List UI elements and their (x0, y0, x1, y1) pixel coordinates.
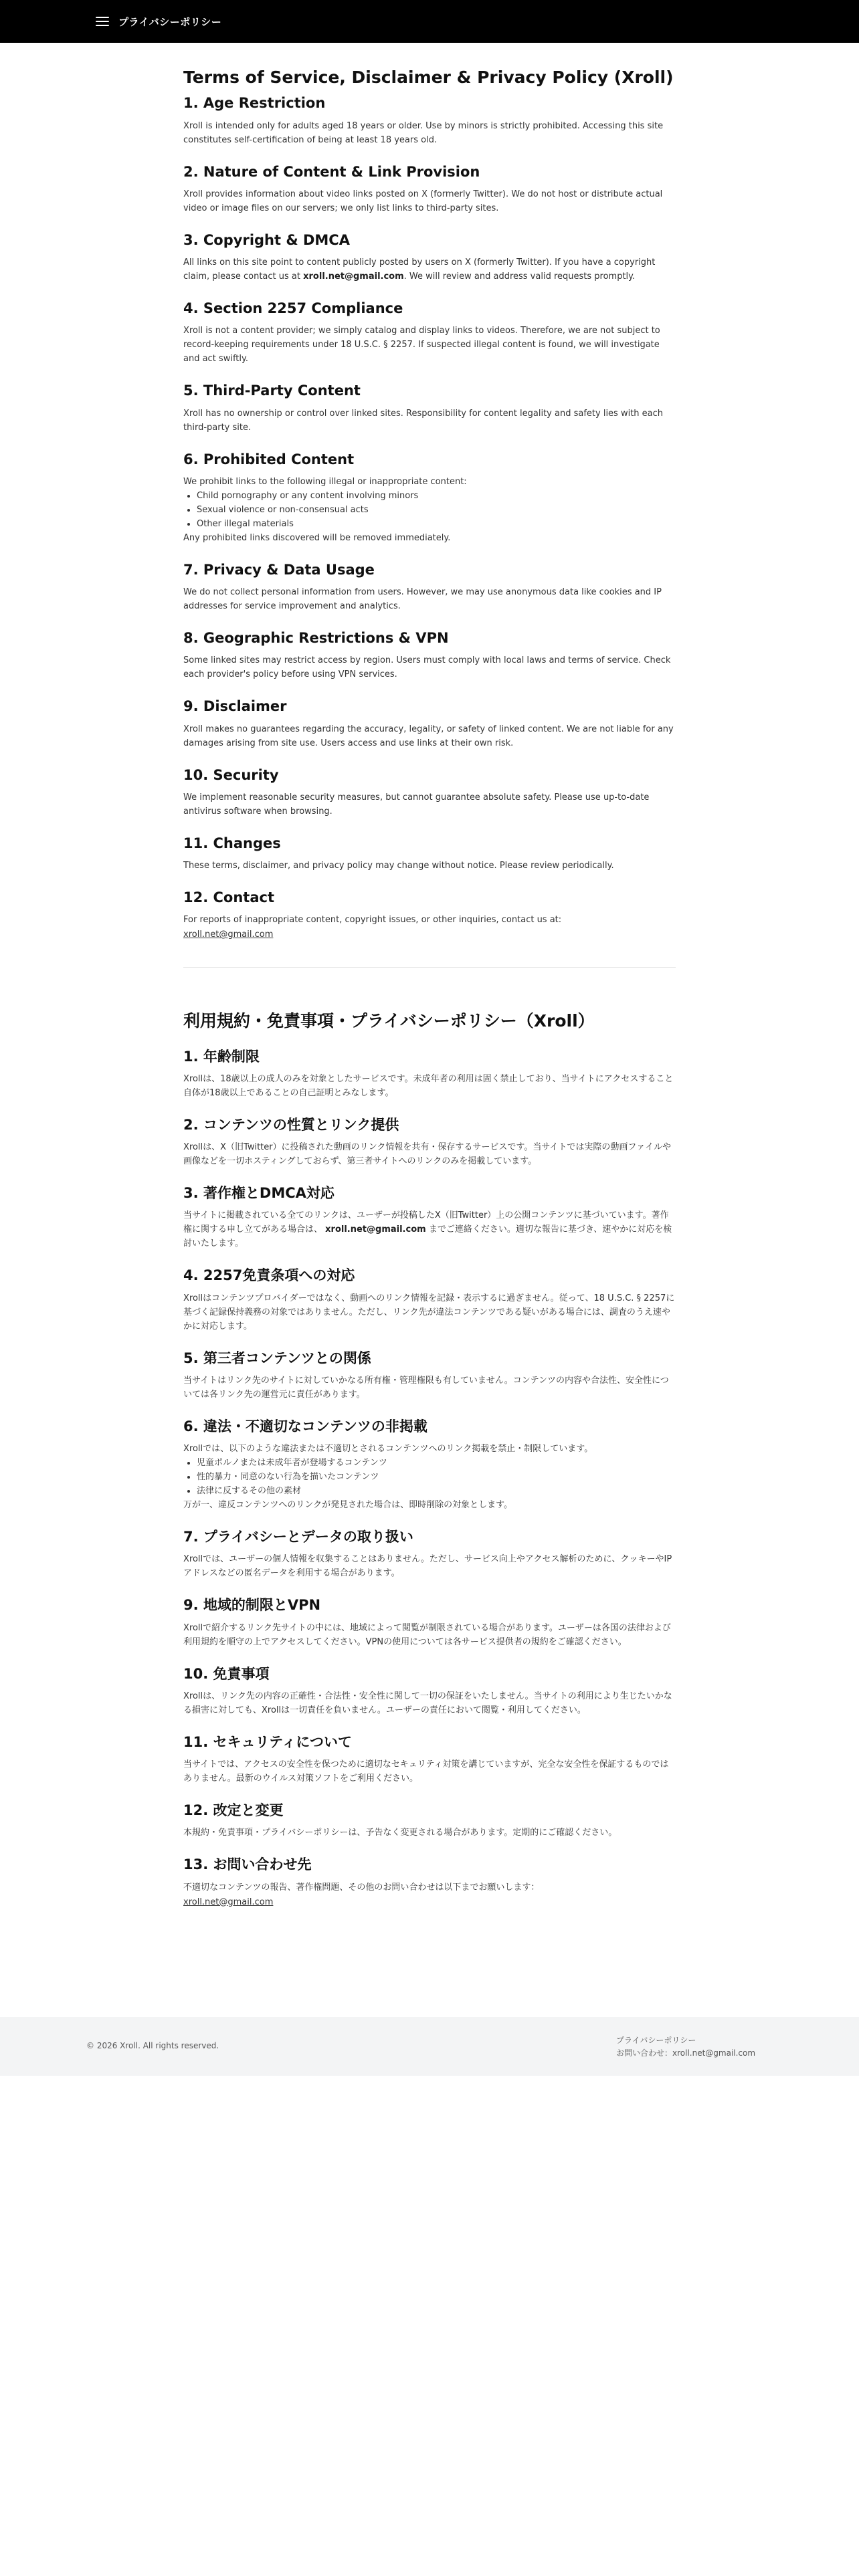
list-item: • Other illegal materials (197, 517, 676, 531)
text-after: . We will review and address valid requests promptly. (403, 272, 636, 282)
section-text: Xrollは、リンク先の内容の正確性・合法性・安全性に関して一切の保証をいたしません。当サイトの利用により生じたいかなる損害に対しても、Xrollは一切責任を負いません。ユーザーの責任において閲覧・利用してください。 (183, 1691, 672, 1715)
section-heading: 7. プライバシーとデータの取り扱い (183, 1529, 413, 1545)
section-text: We implement reasonable security measures, but cannot guarantee absolute safety. Please use up-to-date antivirus software when browsing. (183, 792, 650, 817)
section-heading: 6. 違法・不適切なコンテンツの非掲載 (183, 1418, 427, 1434)
section-heading: 9. 地域的制限とVPN (183, 1597, 321, 1614)
section-heading: 7. Privacy & Data Usage (183, 561, 375, 578)
section-privacy (183, 561, 676, 613)
section-text: Xroll is intended only for adults aged 18 years or older. Use by minors is strictly prohibited. Accessing this site constitutes self-certification of being at least 18 years old. (183, 120, 664, 145)
section-third-party-ja (183, 1350, 676, 1402)
footer-links (616, 2034, 755, 2060)
section-disclaimer-ja (183, 1665, 676, 1717)
section-text: Xrollで紹介するリンク先サイトの中には、地域によって閲覧が制限されている場合があります。ユーザーは各国の法律および利用規約を順守の上でアクセスしてください。VPNの使用については各サービス提供者の規約をご確認ください。 (183, 1622, 671, 1647)
section-intro: We prohibit links to the following illegal or inappropriate content: (183, 476, 467, 487)
section-security-ja (183, 1733, 676, 1786)
japanese-policy (183, 1010, 676, 1909)
section-2257-ja (183, 1267, 676, 1333)
section-text (183, 255, 676, 284)
section-heading: 3. 著作権とDMCA対応 (183, 1185, 335, 1201)
section-security (183, 766, 676, 819)
section-third-party (183, 382, 676, 434)
prohibited-list (183, 489, 676, 531)
section-intro: Xrollでは、以下のような違法または不適切とされるコンテンツへのリンク掲載を禁止・制限しています。 (183, 1444, 593, 1454)
english-policy (183, 67, 676, 968)
text-before: All links on this site point to content publicly posted by users on X (formerly Twitter). If you have a copyright claim, please contact us at (183, 257, 656, 282)
section-heading: 12. Contact (183, 889, 274, 905)
section-heading: 5. 第三者コンテンツとの関係 (183, 1350, 371, 1366)
section-heading: 9. Disclaimer (183, 698, 287, 715)
text-after: までご連絡ください。適切な報告に基づき、速やかに対応を検討いたします。 (183, 1224, 672, 1249)
section-heading: 2. Nature of Content & Link Provision (183, 163, 480, 180)
section-privacy-ja (183, 1528, 676, 1580)
section-heading: 4. Section 2257 Compliance (183, 300, 403, 316)
section-text: 不適切なコンテンツの報告、著作権問題、その他のお問い合わせは以下までお願いします： (183, 1882, 540, 1893)
main-content (183, 67, 676, 1909)
top-bar (0, 0, 859, 43)
section-prohibited-content-ja (183, 1418, 676, 1512)
section-heading: 4. 2257免責条項への対応 (183, 1267, 355, 1284)
section-heading: 1. Age Restriction (183, 95, 326, 112)
list-item: • Child pornography or any content involving minors (197, 489, 676, 503)
section-heading: 3. Copyright & DMCA (183, 231, 350, 248)
section-contact (183, 889, 676, 942)
section-changes-ja (183, 1802, 676, 1840)
section-text: Xroll has no ownership or control over linked sites. Responsibility for content legality and safety lies with each third-party site. (183, 408, 664, 433)
section-text: Xrollはコンテンツプロバイダーではなく、動画へのリンク情報を記録・表示するに過ぎません。従って、18 U.S.C. § 2257に基づく記録保持義務の対象ではありません。ただし、リンク先が違法コンテンツである疑いがある場合には、調査のうえ速やかに対応します。 (183, 1293, 675, 1331)
section-prohibited-content (183, 451, 676, 545)
section-text: Xroll makes no guarantees regarding the accuracy, legality, or safety of linked content. We are not liable for any damages arising from site use. Users access and use links at their own risk. (183, 724, 674, 748)
contact-email: xroll.net@gmail.com (325, 1224, 426, 1235)
section-text: 本規約・免責事項・プライバシーポリシーは、予告なく変更される場合があります。定期的にご確認ください。 (183, 1828, 617, 1838)
section-contact-ja (183, 1856, 676, 1909)
list-item: • 性的暴力・同意のない行為を描いたコンテンツ (197, 1470, 676, 1484)
footer-contact-link[interactable]: お問い合わせ：xroll.net@gmail.com (616, 2048, 756, 2058)
section-text: We do not collect personal information from users. However, we may use anonymous data like cookies and IP addresses for service improvement and analytics. (183, 587, 662, 611)
section-heading: 8. Geographic Restrictions & VPN (183, 630, 449, 646)
section-changes (183, 835, 676, 873)
footer (0, 2017, 859, 2076)
section-text: Some linked sites may restrict access by region. Users must comply with local laws and terms of service. Check each provider's policy before using VPN services. (183, 655, 671, 680)
contact-email-link[interactable]: xroll.net@gmail.com (183, 1897, 274, 1907)
section-text: Xroll is not a content provider; we simply catalog and display links to videos. Therefore, we are not subject to record-keeping requirements under 18 U.S.C. § 2257. If suspected illegal content is found, we will investigate and act swiftly. (183, 326, 660, 364)
prohibited-list (183, 1456, 676, 1498)
section-copyright (183, 231, 676, 284)
list-item: • 児童ポルノまたは未成年者が登場するコンテンツ (197, 1456, 676, 1470)
section-heading: 10. Security (183, 766, 279, 783)
section-text: Xrollは、18歳以上の成人のみを対象としたサービスです。未成年者の利用は固く禁止しており、当サイトにアクセスすること自体が18歳以上であることの自己証明とみなします。 (183, 1073, 674, 1098)
section-outro: Any prohibited links discovered will be removed immediately. (183, 532, 451, 543)
text-before: 当サイトに掲載されている全てのリンクは、ユーザーが投稿したX（旧Twitter）上の公開コンテンツに基づいています。著作権に関する申し立てがある場合は、 (183, 1210, 669, 1235)
copyright-text: © 2026 Xroll. All rights reserved. (86, 2041, 219, 2050)
section-text: 当サイトでは、アクセスの安全性を保つために適切なセキュリティ対策を講じていますが、完全な安全性を保証するものではありません。最新のウイルス対策ソフトをご利用ください。 (183, 1759, 669, 1784)
section-text: 当サイトはリンク先のサイトに対していかなる所有権・管理権限も有していません。コンテンツの内容や合法性、安全性については各リンク先の運営元に責任があります。 (183, 1375, 669, 1400)
list-item: • 法律に反するその他の素材 (197, 1484, 676, 1498)
page-title: Terms of Service, Disclaimer & Privacy Policy (Xroll) (183, 68, 674, 87)
contact-email-link[interactable]: xroll.net@gmail.com (183, 930, 274, 940)
section-heading: 6. Prohibited Content (183, 451, 355, 467)
section-text: Xrollは、X（旧Twitter）に投稿された動画のリンク情報を共有・保存するサービスです。当サイトでは実際の動画ファイルや画像などを一切ホスティングしておらず、第三者サイトへのリンクのみを掲載しています。 (183, 1142, 672, 1166)
section-geographic (183, 629, 676, 681)
page-title-ja: 利用規約・免責事項・プライバシーポリシー（Xroll） (183, 1011, 595, 1031)
site-brand[interactable]: プライバシーポリシー (118, 15, 222, 28)
section-heading: 10. 免責事項 (183, 1665, 270, 1682)
section-text: Xroll provides information about video links posted on X (formerly Twitter). We do not host or distribute actual video or image files on our servers; we only list links to third-party sites. (183, 189, 663, 213)
section-nature-of-content (183, 163, 676, 215)
hamburger-icon[interactable] (96, 17, 109, 26)
section-heading: 11. セキュリティについて (183, 1733, 352, 1750)
section-heading: 5. Third-Party Content (183, 383, 361, 399)
section-copyright-ja (183, 1184, 676, 1251)
list-item: • Sexual violence or non-consensual acts (197, 503, 676, 517)
divider (183, 967, 676, 968)
section-heading: 11. Changes (183, 835, 281, 851)
section-nature-of-content-ja (183, 1116, 676, 1168)
section-text: Xrollでは、ユーザーの個人情報を収集することはありません。ただし、サービス向上やアクセス解析のために、クッキーやIPアドレスなどの匿名データを利用する場合があります。 (183, 1554, 672, 1579)
section-heading: 13. お問い合わせ先 (183, 1856, 312, 1873)
section-text (183, 1208, 676, 1251)
section-heading: 12. 改定と変更 (183, 1802, 284, 1818)
section-geographic-ja (183, 1596, 676, 1648)
section-outro: 万が一、違反コンテンツへのリンクが発見された場合は、即時削除の対象とします。 (183, 1500, 513, 1510)
section-disclaimer (183, 697, 676, 750)
section-age-restriction (183, 94, 676, 146)
section-age-restriction-ja (183, 1048, 676, 1100)
section-heading: 1. 年齢制限 (183, 1048, 260, 1065)
footer-privacy-link[interactable]: プライバシーポリシー (616, 2036, 696, 2045)
section-2257 (183, 300, 676, 366)
section-text: These terms, disclaimer, and privacy policy may change without notice. Please review periodically. (183, 861, 614, 871)
section-text: For reports of inappropriate content, copyright issues, or other inquiries, contact us at: (183, 915, 562, 926)
contact-email: xroll.net@gmail.com (303, 272, 404, 282)
section-heading: 2. コンテンツの性質とリンク提供 (183, 1116, 399, 1133)
